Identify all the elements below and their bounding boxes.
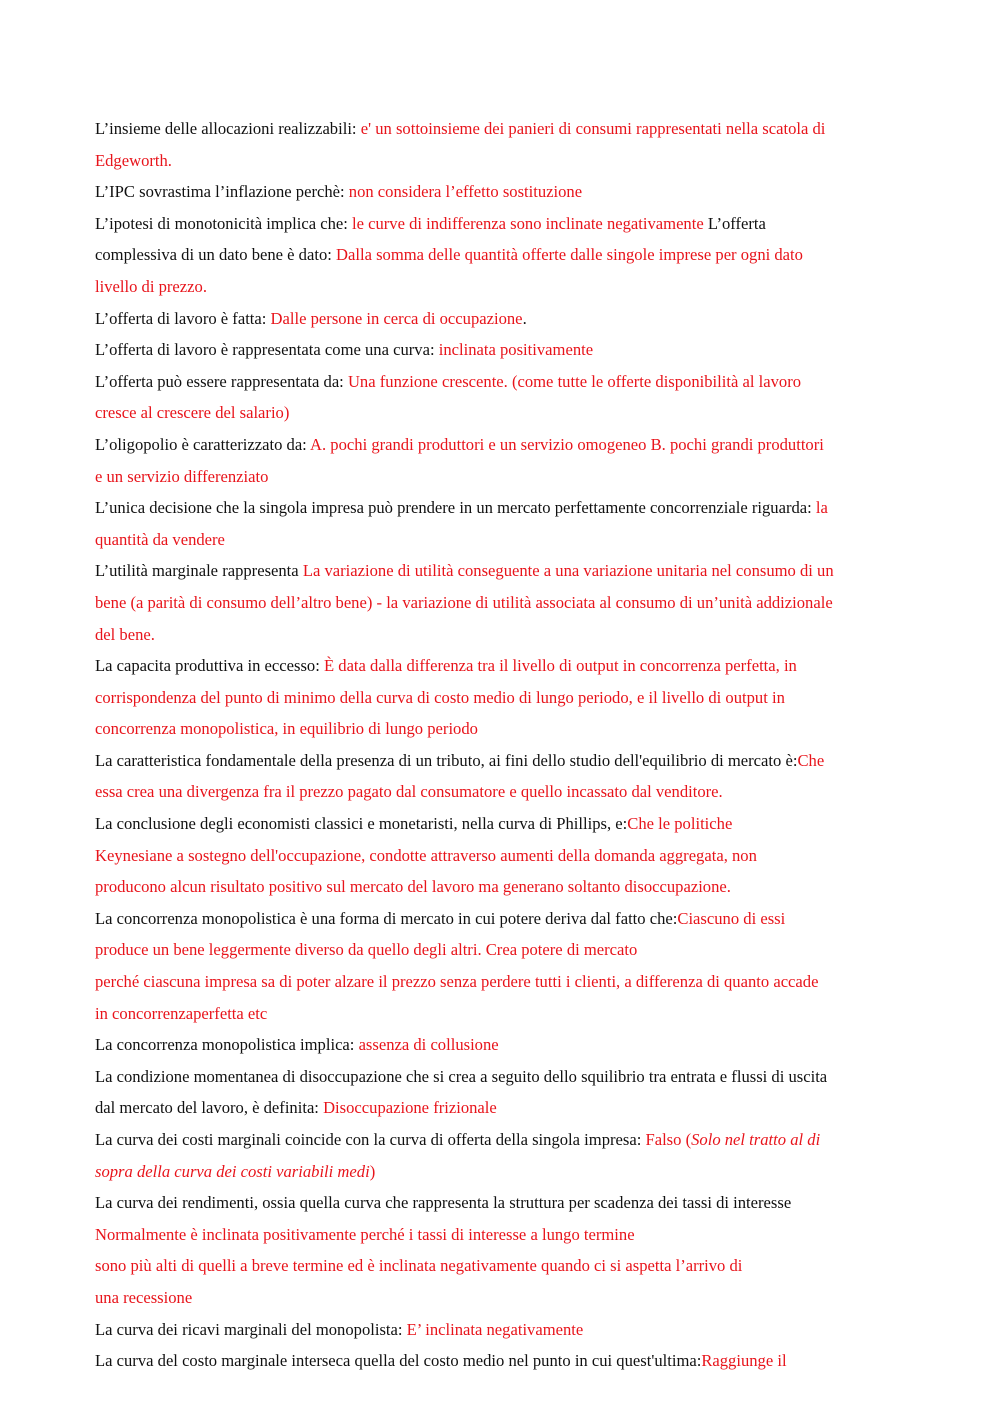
text-line <box>95 998 910 1030</box>
question-text: La concorrenza monopolistica implica: <box>95 1035 359 1055</box>
text-line <box>95 492 910 524</box>
answer-text: Che le politiche <box>627 814 733 834</box>
question-text: La concorrenza monopolistica è una forma di mercato in cui potere deriva dal fatto che: <box>95 908 678 928</box>
text-line <box>95 587 910 619</box>
text-line <box>95 903 910 935</box>
answer-text: Normalmente è inclinata positivamente perché i tassi di interesse a lungo termine <box>95 1224 635 1244</box>
text-line <box>95 271 910 303</box>
answer-text: Edgeworth. <box>95 150 172 170</box>
answer-text: sono più alti di quelli a breve termine ed è inclinata negativamente quando ci si aspetta l’arrivo di <box>95 1256 743 1276</box>
text-line <box>95 871 910 903</box>
text-line <box>95 239 910 271</box>
answer-text: in concorrenzaperfetta etc <box>95 1003 268 1023</box>
text-line <box>95 650 910 682</box>
answer-text: La variazione di utilità conseguente a una variazione unitaria nel consumo di un <box>302 561 834 581</box>
answer-text: produce un bene leggermente diverso da quello degli altri. Crea potere di mercato <box>95 940 638 960</box>
text-line <box>95 619 910 651</box>
question-text: L’offerta di lavoro è fatta: <box>95 308 271 328</box>
text-line <box>95 966 910 998</box>
answer-text: una recessione <box>95 1287 193 1307</box>
answer-text: È data dalla differenza tra il livello di output in concorrenza perfetta, in <box>323 656 797 676</box>
question-text: L’offerta può essere rappresentata da: <box>95 371 348 391</box>
answer-text: e' un sottoinsieme dei panieri di consumi rappresentati nella scatola di <box>360 119 826 138</box>
question-text: L’offerta di lavoro è rappresentata come una curva: <box>95 340 439 360</box>
text-line <box>95 1187 910 1219</box>
question-text: La condizione momentanea di disoccupazione che si crea a seguito dello squilibrio tra entrata e flussi di uscita <box>95 1066 828 1086</box>
text-line <box>95 934 910 966</box>
question-text: La curva del costo marginale interseca quella del costo medio nel punto in cui quest'ultima: <box>95 1351 702 1371</box>
answer-text: Ciascuno di essi <box>677 908 786 928</box>
answer-text: Dalle persone in cerca di occupazione <box>270 308 523 328</box>
answer-text: Dalla somma delle quantità offerte dalle singole imprese per ogni dato <box>336 245 803 265</box>
answer-text: essa crea una divergenza fra il prezzo pagato dal consumatore e quello incassato dal venditore. <box>95 782 723 802</box>
text-line <box>95 208 910 240</box>
text-line <box>95 1345 910 1377</box>
question-text: L’insieme delle allocazioni realizzabili: <box>95 119 361 138</box>
answer-text: Una funzione crescente. (come tutte le offerte disponibilità al lavoro <box>347 371 802 391</box>
text-line <box>95 713 910 745</box>
question-text: L’IPC sovrastima l’inflazione perchè: <box>95 182 349 202</box>
text-line <box>95 745 910 777</box>
answer-text: A. pochi grandi produttori e un servizio omogeneo B. pochi grandi produttori <box>310 434 824 454</box>
answer-text: non considera l’effetto sostituzione <box>348 182 583 202</box>
answer-text: corrispondenza del punto di minimo della curva di costo medio di lungo periodo, e il livello di output in <box>95 687 785 707</box>
answer-text: e un servizio differenziato <box>95 466 269 486</box>
answer-text: Raggiunge il <box>701 1351 787 1371</box>
text-line <box>95 524 910 556</box>
question-text: complessiva di un dato bene è dato: <box>95 245 337 265</box>
question-text: L’utilità marginale rappresenta <box>95 561 303 581</box>
text-line <box>95 176 910 208</box>
text-line <box>95 334 910 366</box>
answer-text: quantità da vendere <box>95 529 225 549</box>
question-text: La caratteristica fondamentale della presenza di un tributo, ai fini dello studio dell'equilibrio di mercato è: <box>95 750 798 770</box>
question-text: La curva dei costi marginali coincide con la curva di offerta della singola impresa: <box>95 1130 646 1149</box>
answer-text-italic: Solo nel tratto al di <box>691 1130 821 1149</box>
text-line <box>95 682 910 714</box>
text-line <box>95 303 910 335</box>
answer-text: assenza di collusione <box>358 1035 499 1055</box>
document-body <box>95 113 910 1377</box>
question-text: La capacita produttiva in eccesso: <box>95 656 324 676</box>
answer-text: la <box>815 498 828 518</box>
answer-text: bene (a parità di consumo dell’altro bene) - la variazione di utilità associata al consumo di un’unità addizionale <box>95 592 833 612</box>
text-line <box>95 145 910 177</box>
text-line <box>95 1092 910 1124</box>
text-line <box>95 366 910 398</box>
answer-text: Che <box>797 750 825 770</box>
text-line <box>95 1314 910 1346</box>
answer-text: inclinata positivamente <box>438 340 594 360</box>
answer-text: Keynesiane a sostegno dell'occupazione, condotte attraverso aumenti della domanda aggregata, non <box>95 845 757 865</box>
text-line <box>95 1124 910 1156</box>
question-text: L’offerta <box>707 213 766 233</box>
answer-text: concorrenza monopolistica, in equilibrio di lungo periodo <box>95 719 478 739</box>
question-text: L’oligopolio è caratterizzato da: <box>95 434 311 454</box>
answer-text: del bene. <box>95 624 155 644</box>
text-line <box>95 840 910 872</box>
answer-text: Disoccupazione frizionale <box>323 1098 497 1118</box>
text-line <box>95 113 910 145</box>
answer-text-italic: sopra della curva dei costi variabili medi <box>95 1161 370 1181</box>
text-line <box>95 808 910 840</box>
text-line <box>95 555 910 587</box>
text-line <box>95 1282 910 1314</box>
question-text: . <box>522 308 527 328</box>
text-line <box>95 1061 910 1093</box>
text-line <box>95 397 910 429</box>
question-text: L’ipotesi di monotonicità implica che: <box>95 213 352 233</box>
answer-text: le curve di indifferenza sono inclinate negativamente <box>352 213 708 233</box>
text-line <box>95 1219 910 1251</box>
question-text: La conclusione degli economisti classici e monetaristi, nella curva di Phillips, e: <box>95 814 628 834</box>
answer-text: Falso ( <box>645 1130 692 1149</box>
answer-text: producono alcun risultato positivo sul mercato del lavoro ma generano soltanto disoccupazione. <box>95 877 731 897</box>
question-text: La curva dei rendimenti, ossia quella curva che rappresenta la struttura per scadenza dei tassi di interesse <box>95 1193 792 1213</box>
text-line <box>95 1156 910 1188</box>
answer-text: perché ciascuna impresa sa di poter alzare il prezzo senza perdere tutti i clienti, a differenza di quanto accade <box>95 972 819 992</box>
answer-text: cresce al crescere del salario) <box>95 403 290 423</box>
text-line <box>95 776 910 808</box>
question-text: dal mercato del lavoro, è definita: <box>95 1098 324 1118</box>
text-line <box>95 1250 910 1282</box>
answer-text: E’ inclinata negativamente <box>406 1319 584 1339</box>
answer-text: livello di prezzo. <box>95 276 207 296</box>
question-text: L’unica decisione che la singola impresa può prendere in un mercato perfettamente concorrenziale riguarda: <box>95 498 816 518</box>
answer-text: ) <box>369 1161 376 1181</box>
question-text: La curva dei ricavi marginali del monopolista: <box>95 1319 407 1339</box>
text-line <box>95 429 910 461</box>
text-line <box>95 461 910 493</box>
text-line <box>95 1029 910 1061</box>
